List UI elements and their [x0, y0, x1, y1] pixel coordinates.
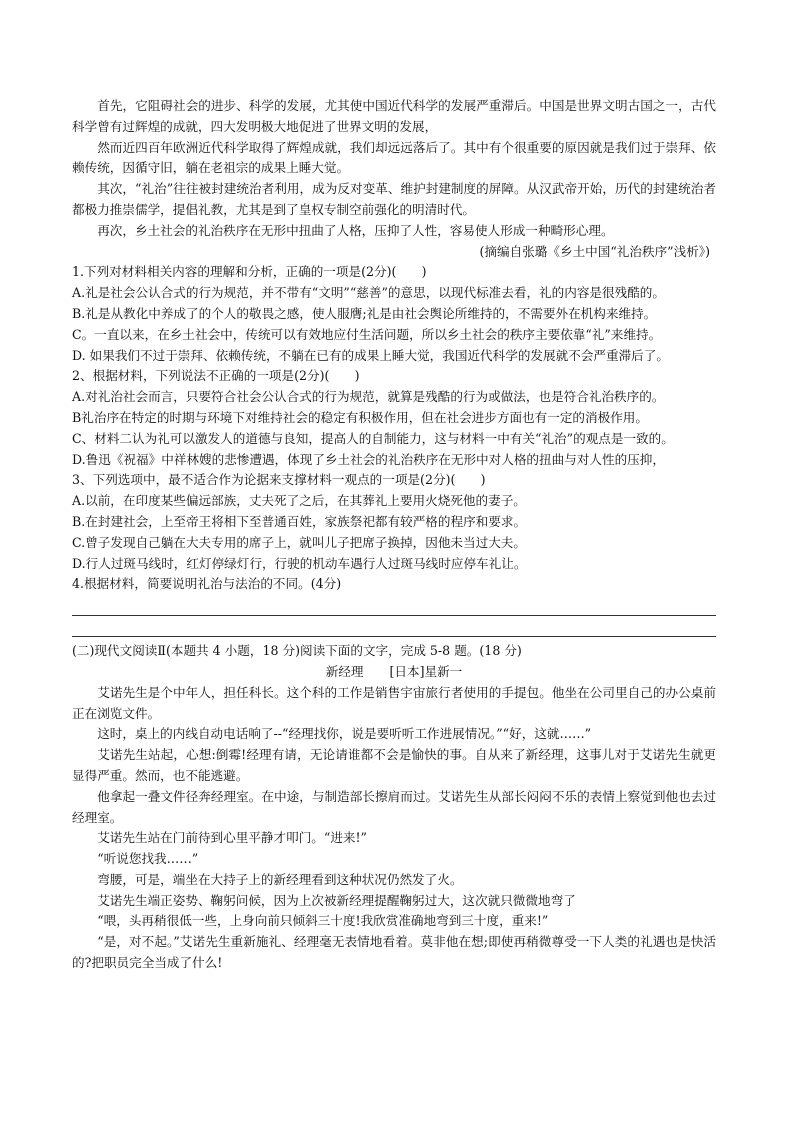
story-paragraph: “喂，头再稍很低一些，上身向前只倾斜三十度!我欣赏准确地弯到三十度，重来!” [97, 913, 549, 929]
question-3-option-d: D.行人过斑马线时，红灯停绿灯行，行驶的机动车遇行人过斑马线时应停车礼让。 [72, 555, 527, 571]
question-1-option-a: A.礼是社会公认合式的行为规范，并不带有“文明”“慈善”的意思，以现代标准去看，礼的内容是很残酷的。 [72, 285, 665, 301]
question-1-stem: 1.下列对材料相关内容的理解和分析，正确的一项是(2分)( ) [72, 264, 427, 280]
question-2-option-b: B礼治序在特定的时期与环境下对维持社会的稳定有积极作用，但在社会进步方面也有一定的消极作用。 [72, 409, 648, 425]
question-3-option-b: B.在封建社会，上至帝王将相下至普通百姓，家族祭祀都有较严格的程序和要求。 [72, 513, 527, 529]
question-2-option-a: A.对礼治社会而言，只要符合社会公认合式的行为规范，就算是残酷的行为或做法，也是符合礼治秩序的。 [72, 389, 665, 405]
question-3-option-a: A.以前，在印度某些偏远部族，丈夫死了之后，在其葬礼上要用火烧死他的妻子。 [72, 493, 526, 509]
story-paragraph: 艾诺先生端正姿势、鞠躬问候，因为上次被新经理提醒鞠躬过大，这次就只微微地弯了 [97, 892, 576, 908]
story-paragraph: 艾诺先生是个中年人，担任科长。这个科的工作是销售宇宙旅行者使用的手提包。他坐在公司里自己的办公桌前正在浏览文件。 [72, 684, 716, 721]
question-2-option-d: D.鲁迅《祝福》中祥林嫂的悲惨遭遇，体现了乡土社会的礼治秩序在无形中对人格的扭曲与对人性的压抑， [72, 451, 665, 467]
document-body [72, 96, 716, 974]
question-1-option-d: D. 如果我们不过于崇拜、依赖传统，不躺在已有的成果上睡大觉，我国近代科学的发展就不会严重滞后了。 [72, 347, 669, 363]
story-author: [日本]星新一 [389, 663, 463, 679]
story-paragraph: 他拿起一叠文件径奔经理室。在中途，与制造部长擦肩而过。艾诺先生从部长闷闷不乐的表情上察觉到他也去过经理室。 [72, 788, 716, 825]
question-2-option-c: C、材料二认为礼可以激发人的道德与良知，提高人的自制能力，这与材料一中有关“礼治”的观点是一致的。 [72, 430, 674, 446]
material-paragraph-1: 首先，它阻碍社会的进步、科学的发展，尤其使中国近代科学的发展严重滞后。中国是世界文明古国之一，古代科学曾有过辉煌的成就，四大发明极大地促进了世界文明的发展， [72, 98, 716, 134]
question-2-stem: 2、根据材料，下列说法不正确的一项是(2分)( ) [72, 368, 360, 384]
question-1-option-c: C。一直以来，在乡土社会中，传统可以有效地应付生活问题，所以乡土社会的秩序主要依靠“礼”来维持。 [72, 326, 662, 342]
story-paragraph: 艾诺先生站起，心想:倒霉!经理有请，无论请谁都不会是愉快的事。自从来了新经理，这事儿对于艾诺先生就更显得严重。然而，也不能逃避。 [72, 747, 716, 783]
story-paragraph: “听说您找我……” [97, 851, 199, 867]
story-paragraph: “是，对不起。”艾诺先生重新施礼、经理毫无表情地看着。莫非他在想;即使再稍微尊受一下人类的礼遇也是快活的?把职员完全当成了什么! [72, 934, 716, 971]
question-1-option-b: B.礼是从教化中养成了的个人的敬畏之感，使人服膺;礼是由社会舆论所维持的，不需要外在机构来维持。 [72, 305, 657, 321]
story-title: 新经理 [325, 663, 364, 679]
question-4-stem: 4.根据材料，简要说明礼治与法治的不同。(4分) [72, 576, 342, 592]
story-paragraph: 这时，桌上的内线自动电话响了--“经理找你，说是要听听工作进展情况。”“好，这就……” [97, 726, 592, 742]
material-source: (摘编自张璐《乡土中国“礼治秩序”浅析》) [479, 243, 710, 259]
question-3-stem: 3、下列选项中，最不适合作为论据来支撑材料一观点的一项是(2分)( ) [72, 472, 486, 488]
material-paragraph-2: 然而近四百年欧洲近代科学取得了辉煌成就，我们却远远落后了。其中有个很重要的原因就是我们过于崇拜、依赖传统，因循守旧，躺在老祖宗的成果上睡大觉。 [72, 139, 716, 176]
section-2-heading: (二)现代文阅读Ⅱ(本题共 4 小题，18 分)阅读下面的文字，完成 5-8 题。(18 分) [72, 643, 522, 659]
question-3-option-c: C.曾子发现自己躺在大夫专用的席子上，就叫儿子把席子换掉，因他未当过大夫。 [72, 534, 526, 550]
story-title-row [72, 662, 716, 683]
material-paragraph-4: 再次，乡土社会的礼治秩序在无形中扭曲了人格，压抑了人性，容易使人形成一种畸形心理。 [97, 222, 614, 238]
story-paragraph: 弯腰，可是，端坐在大持子上的新经理看到这种状况仍然发了火。 [97, 871, 463, 887]
story-paragraph: 艾诺先生站在门前待到心里平静才叩门。“进来!” [97, 830, 367, 846]
material-paragraph-3: 其次，“礼治”往往被封建统治者利用，成为反对变革、维护封建制度的屏障。从汉武帝开始，历代的封建统治者都极力推崇儒学，提倡礼教，尤其是到了皇权专制空前强化的明清时代。 [72, 181, 716, 217]
